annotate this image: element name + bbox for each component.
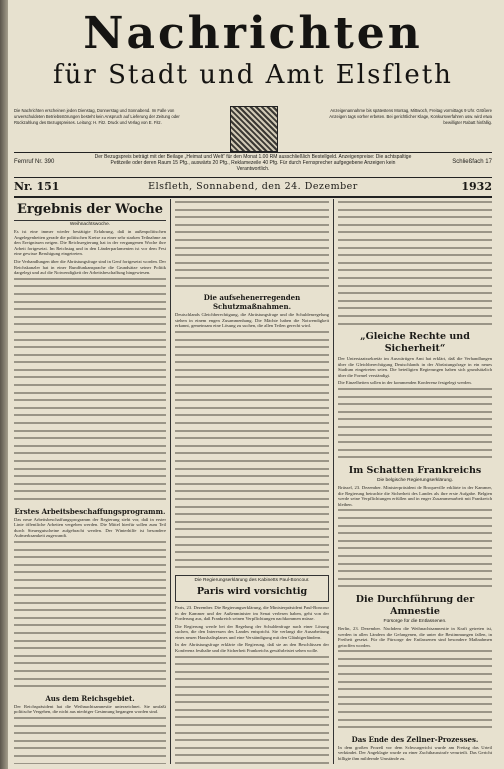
text-line — [175, 452, 329, 458]
text-line — [14, 609, 166, 615]
text-line — [338, 570, 492, 576]
text-line — [14, 399, 166, 405]
text-line — [14, 755, 166, 761]
text-line — [14, 498, 166, 504]
text-line — [175, 285, 329, 291]
column-rule — [333, 199, 334, 764]
text-line — [14, 740, 166, 746]
article-paragraph: Der Unterstaatssekretär im Auswärtigen Amt hat erklärt, daß die Verhandlungen über die Gleichberechtigung Deutschlands in der Abrüstungsfrage in ein neues Stadium eingetreten seien. Die beteiligten Regierungen haben sich grundsätzlich über die Formel verständigt. — [338, 356, 492, 378]
text-line — [338, 719, 492, 725]
text-line — [14, 339, 166, 345]
text-line — [175, 376, 329, 382]
article-headline: Im Schatten Frankreichs — [348, 465, 482, 476]
text-line — [338, 696, 492, 702]
text-line — [175, 216, 329, 222]
text-line — [175, 498, 329, 504]
article-paragraph: In dem großen Prozeß vor dem Schwurgericht wurde am Freitag das Urteil verkündet. Der Angeklagte wurde zu einer Zuchthausstrafe verurteilt. Das Gericht billigte ihm mildernde Umstände zu. — [338, 744, 492, 761]
text-line — [338, 269, 492, 275]
article-paragraph: Die Verhandlungen über die Abrüstungsfrage sind in Genf fortgesetzt worden. Der Reichskanzler hat in einer Rundfunkansprache die Grundsätze seiner Politik dargelegt und auf die Notwendigkeit der Arbeitsbeschaffung hingewiesen. — [14, 258, 166, 276]
text-line — [14, 468, 166, 474]
paris-article-box — [175, 575, 329, 602]
article-paragraph: Die Einzelheiten sollen in der kommenden Konferenz festgelegt werden. — [338, 380, 472, 386]
text-line — [14, 541, 166, 547]
text-line — [175, 483, 329, 489]
text-line — [175, 269, 329, 275]
text-line — [14, 490, 166, 496]
text-line — [14, 617, 166, 623]
column-rule — [170, 199, 171, 764]
text-line — [14, 354, 166, 360]
article-deck: Weihnachtswoche. — [69, 222, 111, 227]
text-line — [14, 384, 166, 390]
masthead-subtitle: für Stadt und Amt Elsfleth — [53, 60, 453, 90]
price-bar — [14, 154, 492, 174]
text-line — [338, 456, 492, 462]
text-line — [175, 339, 329, 345]
text-line — [14, 285, 166, 291]
text-line — [338, 285, 492, 291]
text-line — [338, 262, 492, 268]
text-line — [175, 656, 329, 662]
text-line — [175, 384, 329, 390]
text-line — [14, 632, 166, 638]
article-headline: Paris wird vorsichtig — [196, 585, 308, 597]
text-line — [338, 224, 492, 230]
text-line — [175, 430, 329, 436]
text-line — [175, 678, 329, 684]
text-line — [14, 670, 166, 676]
text-line — [338, 216, 492, 222]
article-paragraph: Brüssel, 23. Dezember. Ministerpräsident de Broqueville erklärte in der Kammer, die Regierung betrachte die Sicherheit des Landes als ihre erste Aufgabe. Belgien werde seine Verpflichtungen erfüllen und in enger Zusammenarbeit mit Frankreich bleiben. — [338, 485, 492, 507]
text-line — [175, 747, 329, 753]
text-line — [175, 663, 329, 669]
text-line — [14, 430, 166, 436]
article-headline: Die Durchführung der Amnestie — [355, 593, 475, 617]
text-line — [14, 361, 166, 367]
text-line — [175, 521, 329, 527]
text-line — [14, 717, 166, 723]
text-line — [175, 201, 329, 207]
text-line — [175, 506, 329, 512]
text-line — [338, 247, 492, 253]
publication-notice: Die Nachrichten erscheinen jeden Dienstag, Donnerstag und Sonnabend. Im Falle von unverschuldeten Betriebsstörungen besteht kein Anspruch auf Lieferung der Zeitung oder Rückzahlung des Bezugspreises. Leitung: H. Fitz. Druck und Verlag von E. Fitz. — [14, 108, 180, 125]
text-line — [338, 555, 492, 561]
text-line — [175, 468, 329, 474]
text-line — [175, 694, 329, 700]
text-line — [14, 422, 166, 428]
text-line — [14, 369, 166, 375]
text-line — [338, 441, 492, 447]
article-deck: Die Regierungserklärung des Kabinetts Paul-Boncour. — [194, 577, 310, 583]
text-line — [14, 556, 166, 562]
text-line — [338, 315, 492, 321]
article-subheadline: Erstes Arbeitsbeschaffungsprogramm. — [14, 506, 166, 516]
text-line — [175, 709, 329, 715]
article-subheadline: Aus dem Reichsgebiet. — [45, 693, 135, 703]
advertising-notice: Anzeigenannahme bis spätestens Montag, Mittwoch, Freitag vormittags 9 Uhr. Größere Anzeigen tags vorher erbeten. Bei gerichtlicher Klage, Konkursverfahren usw. wird etwa bewilligter Rabatt hinfällig. — [329, 108, 492, 125]
text-line — [175, 392, 329, 398]
text-line — [175, 536, 329, 542]
text-line — [175, 528, 329, 534]
text-line — [175, 732, 329, 738]
article-paragraph: Deutschlands Gleichberechtigung, die Abrüstungsfrage und die Schuldenregelung stehen in einem engen Zusammenhang. Die Mächte haben die Notwendigkeit erkannt, gemeinsam eine Lösung zu suchen, die allen Teilen gerecht wird. — [175, 312, 329, 329]
article-paragraph: Das neue Arbeitsbeschaffungsprogramm der Regierung sieht vor, daß in erster Linie öffentliche Arbeiten vergeben werden. Die Mittel hierfür sollen zum Teil durch Steuergutscheine aufgebracht werden. Der Winterhilfe ist besondere Aufmerksamkeit zugewandt. — [14, 516, 166, 539]
text-line — [14, 587, 166, 593]
text-line — [338, 703, 492, 709]
text-line — [338, 411, 492, 417]
text-line — [338, 403, 492, 409]
text-line — [175, 566, 329, 572]
place-date: Elsfleth, Sonnabend, den 24. Dezember — [148, 181, 358, 192]
text-line — [175, 262, 329, 268]
text-line — [338, 426, 492, 432]
text-line — [175, 762, 329, 764]
text-line — [338, 532, 492, 538]
article-deck: Die belgische Regierungserklärung. — [377, 478, 453, 483]
text-line — [14, 346, 166, 352]
text-line — [175, 671, 329, 677]
article-columns — [14, 199, 492, 764]
info-bar — [14, 108, 492, 152]
text-line — [14, 445, 166, 451]
article-headline: Die aufsehenerregenden Schutzmaßnahmen. — [203, 293, 301, 312]
text-line — [338, 254, 492, 260]
article-headline: „Gleiche Rechte und Sicherheit“ — [360, 331, 470, 355]
text-line — [338, 665, 492, 671]
text-line — [338, 585, 492, 591]
text-line — [14, 331, 166, 337]
column-3 — [338, 199, 492, 764]
text-line — [175, 399, 329, 405]
text-line — [175, 414, 329, 420]
text-line — [175, 445, 329, 451]
text-line — [338, 292, 492, 298]
text-line — [338, 201, 492, 207]
text-line — [175, 739, 329, 745]
text-line — [175, 369, 329, 375]
text-line — [14, 662, 166, 668]
text-line — [14, 732, 166, 738]
text-line — [175, 475, 329, 481]
text-line — [175, 701, 329, 707]
divider — [14, 177, 492, 178]
book-spine-shadow — [0, 0, 8, 769]
text-line — [14, 301, 166, 307]
text-line — [14, 483, 166, 489]
text-line — [175, 231, 329, 237]
text-line — [14, 316, 166, 322]
text-line — [14, 549, 166, 555]
text-line — [175, 361, 329, 367]
text-line — [338, 396, 492, 402]
text-line — [14, 602, 166, 608]
article-paragraph: Es ist eine immer wieder bestätigte Erfahrung, daß in außenpolitischen Angelegenheiten gerade die politischen Kreise zu einer sehr starken Teilnahme an den Ereignissen neigen. Die Reichsregierung hat in der vergangenen Woche ihre Arbeit fortgesetzt. Im Reichstag und in den Länderparlamenten ist vor dem Fest eine gewisse Beruhigung eingetreten. — [14, 229, 166, 257]
text-line — [175, 254, 329, 260]
article-paragraph: In der Abrüstungsfrage erklärte die Regierung, daß sie an den Beschlüssen der Konferenz festhalte und die Sicherheit Frankreichs gewährleistet sehen wolle. — [175, 642, 329, 654]
text-line — [175, 559, 329, 565]
text-line — [14, 564, 166, 570]
text-line — [14, 571, 166, 577]
article-paragraph: Der Reichspräsident hat die Weihnachtsamnestie unterzeichnet. Sie umfaßt politische Vergehen, die nicht aus niedriger Gesinnung begangen worden sind. — [14, 703, 166, 715]
text-line — [14, 475, 166, 481]
text-line — [175, 224, 329, 230]
text-line — [175, 209, 329, 215]
text-line — [338, 307, 492, 313]
divider — [14, 152, 492, 153]
text-line — [14, 655, 166, 661]
text-line — [14, 460, 166, 466]
article-paragraph: Paris, 23. Dezember. Die Regierungserklärung, die Ministerpräsident Paul-Boncour in der Kammer und der Außenminister im Senat verlesen haben, geht von der Forderung aus, daß Frankreich seinen Verpflichtungen nachkommen müsse. — [175, 604, 329, 622]
text-line — [14, 624, 166, 630]
phone-number: Fernruf Nr. 390 — [14, 159, 55, 165]
text-line — [14, 685, 166, 691]
price-info: Der Bezugspreis beträgt mit der Beilage „Heimat und Welt“ für den Monat 1.00 RM ausschließlich Bestellgeld. Anzeigenpreise: Die achtspaltige Petitzeile oder deren Raum 15 Pfg., auswärts 20 Pfg., Reklamezeile 40 Pfg. Für durch Fernsprecher aufgegebene Anzeigen kein Verantwortlich. — [94, 154, 412, 172]
text-line — [338, 650, 492, 656]
article-deck: Fürsorge für die Entlassenen. — [383, 618, 447, 624]
article-headline: Das Ende des Zellner-Prozesses. — [351, 734, 479, 744]
text-line — [175, 407, 329, 413]
text-line — [14, 407, 166, 413]
text-line — [14, 763, 166, 764]
text-line — [338, 688, 492, 694]
text-line — [338, 563, 492, 569]
article-paragraph: Berlin, 23. Dezember. Nachdem die Weihnachtsamnestie in Kraft getreten ist, werden in allen Ländern die Gefangenen, die unter die Bestimmungen fallen, in Freiheit gesetzt. Für die Fürsorge der Entlassenen sind besondere Maßnahmen getroffen worden. — [338, 625, 492, 648]
text-line — [175, 239, 329, 245]
text-line — [175, 724, 329, 730]
text-line — [175, 422, 329, 428]
text-line — [14, 747, 166, 753]
text-line — [338, 231, 492, 237]
article-headline: Ergebnis der Woche — [14, 202, 166, 221]
text-line — [175, 551, 329, 557]
text-line — [338, 323, 492, 329]
text-line — [14, 452, 166, 458]
town-crest-icon — [230, 106, 278, 152]
text-line — [175, 346, 329, 352]
issue-number: Nr. 151 — [14, 180, 60, 193]
text-line — [338, 277, 492, 283]
text-line — [338, 418, 492, 424]
article-paragraph: Die Regierung werde bei der Regelung der Schuldenfrage nach einer Lösung suchen, die den Interessen des Landes entspricht. Sie verlangt die Ausarbeitung eines neuen Haushaltsplanes und eine Verständigung mit den Gläubigerländern. — [175, 623, 329, 640]
text-line — [338, 509, 492, 515]
dateline — [14, 180, 492, 196]
text-line — [338, 540, 492, 546]
text-line — [175, 686, 329, 692]
divider — [14, 196, 492, 198]
text-line — [338, 300, 492, 306]
text-line — [14, 678, 166, 684]
text-line — [338, 673, 492, 679]
postbox: Schließfach 17 — [452, 159, 492, 165]
text-line — [175, 490, 329, 496]
text-line — [338, 525, 492, 531]
text-line — [338, 209, 492, 215]
text-line — [14, 308, 166, 314]
text-line — [14, 579, 166, 585]
text-line — [175, 354, 329, 360]
text-line — [175, 437, 329, 443]
text-line — [175, 460, 329, 466]
text-line — [14, 278, 166, 284]
text-line — [175, 544, 329, 550]
year: 1932 — [461, 180, 492, 193]
text-line — [338, 726, 492, 732]
text-line — [338, 681, 492, 687]
text-line — [338, 239, 492, 245]
text-line — [14, 293, 166, 299]
text-line — [14, 640, 166, 646]
text-line — [14, 647, 166, 653]
text-line — [175, 716, 329, 722]
masthead-title: Nachrichten — [83, 8, 423, 59]
text-line — [14, 376, 166, 382]
column-2 — [175, 199, 329, 764]
text-line — [338, 388, 492, 394]
text-line — [338, 517, 492, 523]
text-line — [14, 437, 166, 443]
text-line — [338, 578, 492, 584]
text-line — [338, 711, 492, 717]
text-line — [14, 725, 166, 731]
text-line — [14, 323, 166, 329]
text-line — [175, 277, 329, 283]
text-line — [14, 414, 166, 420]
text-line — [14, 594, 166, 600]
column-1 — [14, 199, 166, 764]
text-line — [338, 449, 492, 455]
text-line — [175, 247, 329, 253]
text-line — [175, 513, 329, 519]
text-line — [338, 434, 492, 440]
text-line — [175, 754, 329, 760]
masthead — [14, 8, 492, 118]
text-line — [175, 331, 329, 337]
text-line — [338, 547, 492, 553]
text-line — [14, 392, 166, 398]
text-line — [338, 658, 492, 664]
